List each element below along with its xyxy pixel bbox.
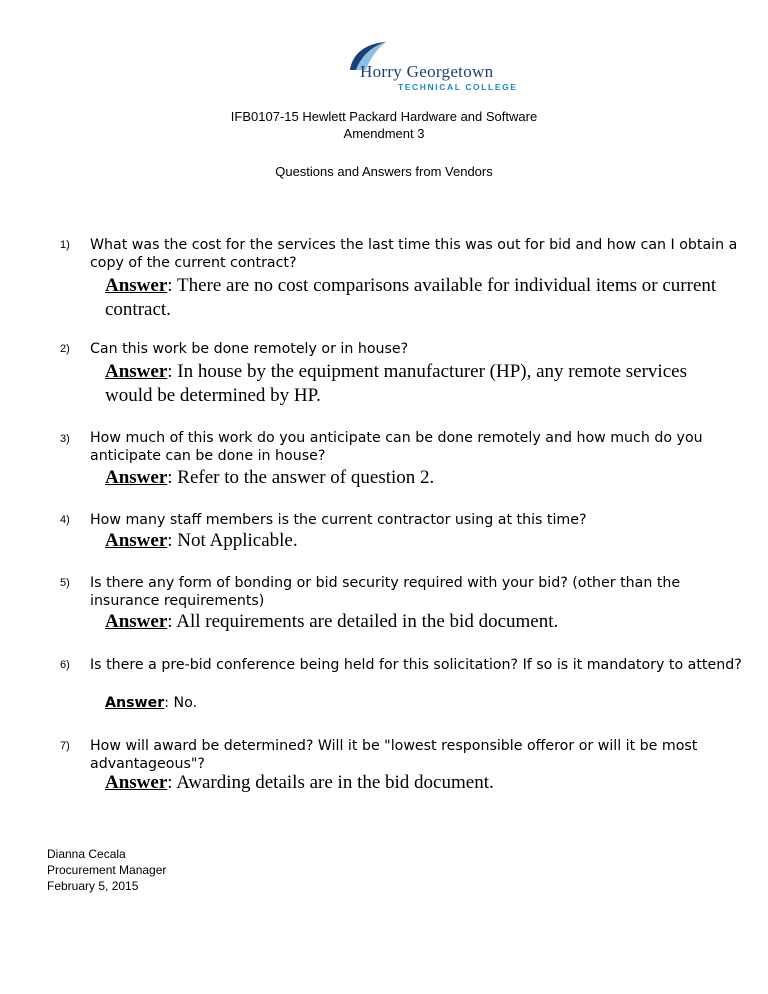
answer-label: Answer	[105, 275, 168, 296]
question-number: 1)	[60, 239, 70, 251]
section-title: Questions and Answers from Vendors	[275, 164, 493, 179]
question-number: 6)	[60, 659, 70, 671]
answer-body: : Refer to the answer of question 2.	[167, 467, 435, 488]
answer-text	[105, 274, 735, 322]
answer-label: Answer	[105, 695, 165, 711]
logo-subtitle: TECHNICAL COLLEGE	[398, 82, 518, 92]
answer-body: : All requirements are detailed in the bid document.	[167, 611, 559, 632]
question-text: Is there any form of bonding or bid security required with your bid? (other than the insurance requirements)	[90, 575, 681, 609]
signature-block	[47, 846, 166, 894]
answer-body: : No.	[164, 695, 198, 711]
answer-text	[105, 360, 735, 408]
question-text: How will award be determined? Will it be "lowest responsible offeror or will it be most advantageous"?	[90, 738, 698, 772]
question-number: 2)	[60, 343, 70, 355]
amendment-label: Amendment 3	[343, 126, 425, 141]
document-title: IFB0107-15 Hewlett Packard Hardware and Software	[230, 109, 538, 124]
answer-label: Answer	[105, 772, 168, 793]
signer-name: Dianna Cecala	[47, 847, 126, 861]
question-number: 4)	[60, 514, 70, 526]
answer-body: : Not Applicable.	[167, 530, 298, 551]
question-text: How much of this work do you anticipate can be done remotely and how much do you anticipate can be done in house?	[90, 430, 703, 464]
answer-label: Answer	[105, 611, 168, 632]
signer-title: Procurement Manager	[47, 863, 167, 877]
answer-text	[105, 771, 735, 795]
answer-text	[105, 610, 735, 634]
answer-label: Answer	[105, 361, 168, 382]
question-number: 7)	[60, 740, 70, 752]
answer-body: : Awarding details are in the bid document.	[167, 772, 494, 793]
answer-body: : There are no cost comparisons available for individual items or current contract.	[105, 275, 717, 320]
question-text: What was the cost for the services the last time this was out for bid and how can I obtain a copy of the current contract?	[90, 237, 738, 271]
question-text: Can this work be done remotely or in house?	[90, 341, 409, 357]
answer-label: Answer	[105, 530, 168, 551]
signature-date: February 5, 2015	[47, 879, 139, 893]
question-text: How many staff members is the current contractor using at this time?	[90, 512, 587, 528]
question-text: Is there a pre-bid conference being held for this solicitation? If so is it mandatory to attend?	[90, 657, 742, 673]
question-number: 5)	[60, 577, 70, 589]
answer-text	[105, 694, 735, 712]
answer-body: : In house by the equipment manufacturer (HP), any remote services would be determined by HP.	[105, 361, 687, 406]
logo-name: Horry Georgetown	[360, 62, 494, 81]
answer-text	[105, 529, 735, 553]
question-number: 3)	[60, 433, 70, 445]
answer-text	[105, 466, 735, 490]
college-logo	[344, 40, 518, 96]
answer-label: Answer	[105, 467, 168, 488]
